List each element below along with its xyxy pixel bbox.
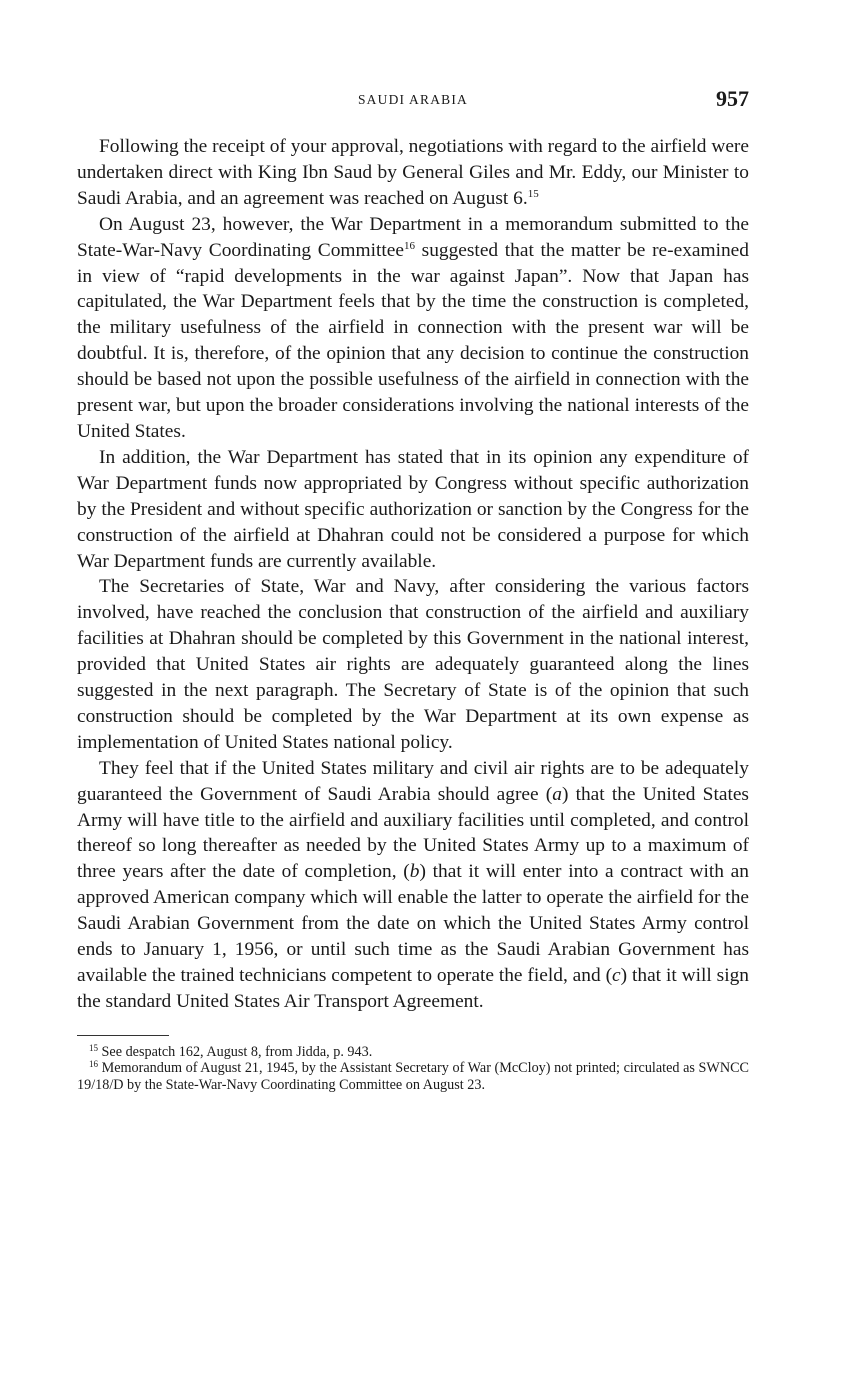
paragraph-text: On August 23, however, the War Department in a memorandum submitted to the State-War-Navy Coordinating Committee [77, 213, 749, 261]
footnotes [77, 1044, 749, 1094]
clause-label-c: c [612, 965, 621, 986]
footnote-ref-15: 15 [527, 187, 539, 200]
footnote-divider [77, 1035, 169, 1036]
running-header [77, 80, 749, 114]
paragraph-5 [77, 756, 749, 1015]
paragraph-text: ) that the United States Army will have title to the airfield and auxiliary facilities until completed, and control thereof so long thereafter as needed by the United States Army up to a maximum of three years after the date of completion, ( [77, 783, 749, 883]
footnote-16 [77, 1060, 749, 1093]
footnote-text: Memorandum of August 21, 1945, by the Assistant Secretary of War (McCloy) not printed; circulated as SWNCC 19/18/D by the State-War-Navy Coordinating Committee on August 23. [77, 1060, 749, 1093]
running-title: SAUDI ARABIA [357, 92, 469, 107]
document-page [77, 80, 749, 1094]
paragraph-text: ) that it will enter into a contract with an approved American company which will enable the latter to operate the airfield for the Saudi Arabian Government from the date on which the United States Army control ends to January 1, 1956, or until such time as the Saudi Arabian Government has available the trained technicians competent to operate the field, and ( [77, 861, 749, 986]
paragraph-3 [77, 445, 749, 575]
footnote-15 [77, 1044, 749, 1061]
page-number: 957 [716, 86, 749, 111]
paragraph-text: Following the receipt of your approval, negotiations with regard to the airfield were undertaken direct with King Ibn Saud by General Giles and Mr. Eddy, our Minister to Saudi Arabia, and an agreement was reached on August 6. [77, 136, 749, 209]
footnote-number: 15 [89, 1042, 98, 1053]
footnote-ref-16: 16 [403, 239, 415, 252]
paragraph-text: They feel that if the United States military and civil air rights are to be adequately guaranteed the Government of Saudi Arabia should agree ( [77, 757, 749, 805]
body-text [77, 134, 749, 1015]
paragraph-text: The Secretaries of State, War and Navy, after considering the various factors involved, have reached the conclusion that construction of the airfield and auxiliary facilities at Dhahran should be completed by this Government in the national interest, provided that United States air rights are adequately guaranteed along the lines suggested in the next paragraph. The Secretary of State is of the opinion that such construction should be completed by the War Department at its own expense as implementation of United States national policy. [77, 576, 749, 753]
clause-label-b: b [409, 861, 420, 883]
paragraph-4 [77, 574, 749, 755]
paragraph-2 [77, 212, 749, 445]
footnote-text: See despatch 162, August 8, from Jidda, p. 943. [101, 1043, 373, 1060]
paragraph-1 [77, 134, 749, 212]
paragraph-text: In addition, the War Department has stated that in its opinion any expenditure of War Department funds now appropriated by Congress without specific authorization by the President and without specific authorization or sanction by the Congress for the construction of the airfield at Dhahran could not be considered a purpose for which War Department funds are currently available. [77, 446, 749, 572]
paragraph-text: ) that it will sign the standard United States Air Transport Agreement. [77, 965, 749, 1012]
paragraph-text-continued: suggested that the matter be re-examined in view of “rapid developments in the war against Japan”. Now that Japan has capitulated, the War Department feels that by the time the construction is completed, the military usefulness of the airfield in connection with the present war will be doubtful. It is, therefore, of the opinion that any decision to continue the construction should be based not upon the possible usefulness of the airfield in connection with the present war, but upon the broader considerations involving the national interests of the United States. [77, 239, 749, 442]
clause-label-a: a [552, 783, 562, 805]
footnote-number: 16 [89, 1059, 98, 1070]
